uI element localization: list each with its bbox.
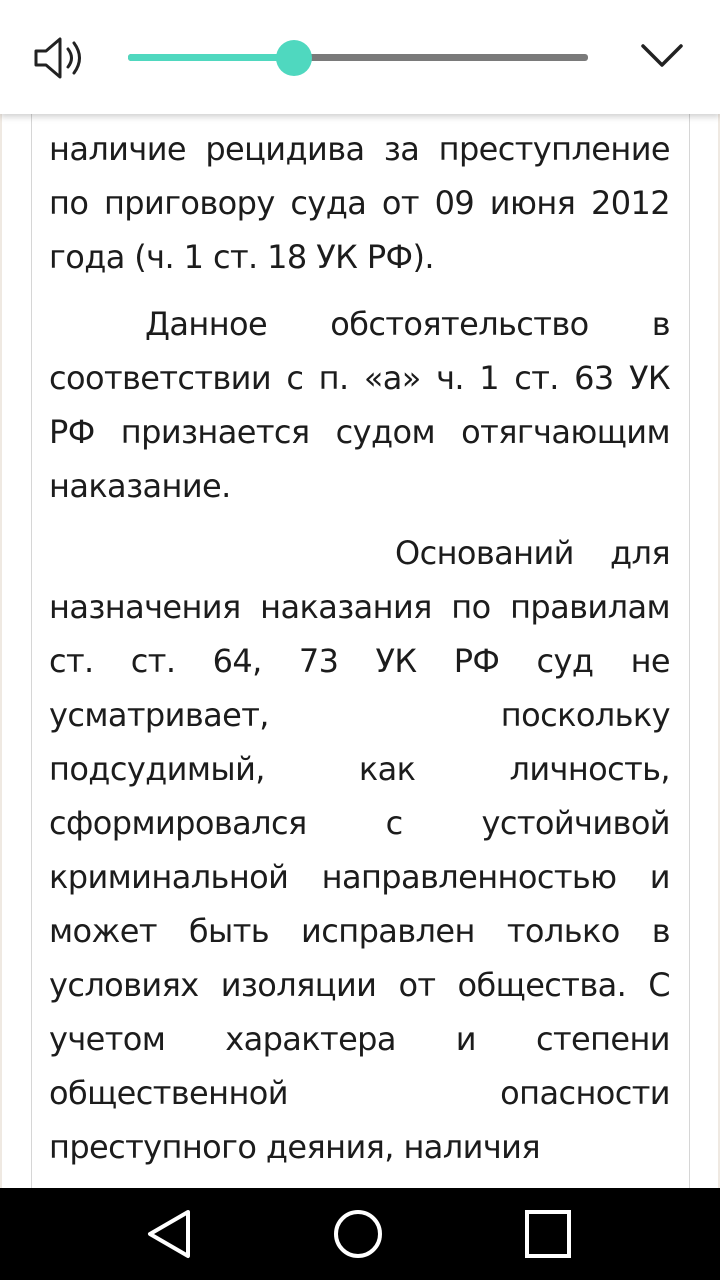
home-circle-icon[interactable] — [328, 1206, 388, 1262]
back-triangle-icon[interactable] — [140, 1206, 200, 1262]
paragraph-2: Данное обстоятельство в соответствии с п. «а» ч. 1 ст. 63 УК РФ признается судом отягчающим наказание. — [49, 305, 670, 505]
page-edge — [0, 0, 2, 1188]
slider-progress — [128, 54, 294, 61]
paragraph-1: наличие рецидива за преступление по приговору суда от 09 июня 2012 года (ч. 1 ст. 18 УК РФ). — [49, 130, 670, 276]
recent-apps-square-icon[interactable] — [518, 1206, 578, 1262]
slider-thumb[interactable] — [276, 40, 312, 76]
audio-player-bar — [0, 0, 720, 114]
android-nav-bar — [0, 1188, 720, 1280]
chevron-down-icon[interactable] — [640, 38, 684, 72]
speaker-icon[interactable] — [32, 34, 86, 82]
playback-slider[interactable] — [128, 36, 588, 80]
paragraph-3: Оснований для назначения наказания по правилам ст. ст. 64, 73 УК РФ суд не усматривает, поскольку подсудимый, как личность, сформировался с устойчивой криминальной направленностью и может быть исправлен только в условиях изоляции от общества. С учетом характера и степени общественной опасности преступного деяния, наличия — [49, 534, 670, 1166]
document-text — [49, 68, 670, 1174]
